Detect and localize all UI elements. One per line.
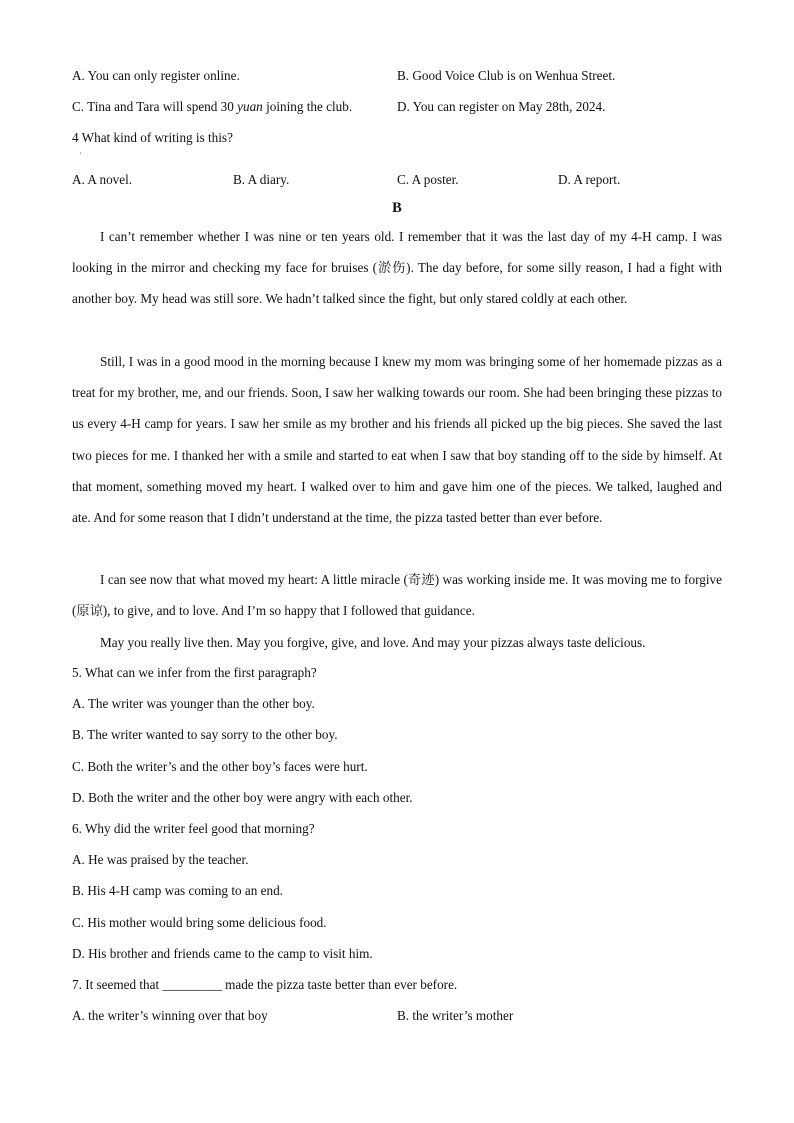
passage-paragraph-4	[72, 627, 722, 658]
q5-option-d: D. Both the writer and the other boy were angry with each other.	[72, 790, 413, 805]
section-b-heading: B	[392, 200, 402, 216]
q6-option-c: C. His mother would bring some delicious food.	[72, 915, 327, 930]
passage-paragraph-1-text: I can’t remember whether I was nine or ten years old. I remember that it was the last day of my 4-H camp. I was looking in the mirror and checking my face for bruises (淤伤). The day before, for some silly reason, I had a fight with another boy. My head was still sore. We hadn’t talked since the fight, but only stared coldly at each other.	[72, 229, 722, 307]
q3-option-c-pre: C. Tina and Tara will spend 30	[72, 99, 238, 114]
q3-option-a: A. You can only register online.	[72, 68, 240, 83]
q3-option-b: B. Good Voice Club is on Wenhua Street.	[397, 68, 616, 83]
q5-option-b: B. The writer wanted to say sorry to the other boy.	[72, 727, 338, 742]
passage-paragraph-1	[72, 221, 722, 315]
q5-option-a: A. The writer was younger than the other boy.	[72, 696, 315, 711]
q7-option-a: A. the writer’s winning over that boy	[72, 1008, 268, 1023]
q5-option-c: C. Both the writer’s and the other boy’s faces were hurt.	[72, 759, 368, 774]
q3-option-d: D. You can register on May 28th, 2024.	[397, 99, 606, 114]
q4-option-a: A. A novel.	[72, 172, 133, 187]
q4-option-d: D. A report.	[558, 172, 621, 187]
q6-stem: 6. Why did the writer feel good that morning?	[72, 821, 315, 836]
q7-option-b: B. the writer’s mother	[397, 1008, 514, 1023]
q6-option-d: D. His brother and friends came to the camp to visit him.	[72, 946, 373, 961]
q4-option-b: B. A diary.	[233, 172, 290, 187]
passage-paragraph-3	[72, 564, 722, 626]
q4-option-c: C. A poster.	[397, 172, 459, 187]
passage-paragraph-2-text: Still, I was in a good mood in the morning because I knew my mom was bringing some of her homemade pizzas as a treat for my brother, me, and our friends. Soon, I saw her walking towards our room. She had been bringing these pizzas to us every 4-H camp for years. I saw her smile as my brother and his friends all picked up the big pieces. She saved the last two pieces for me. I thanked her with a smile and started to eat when I saw that boy standing off to the side by himself. At that moment, something moved my heart. I walked over to him and gave him one of the pieces. We talked, laughed and ate. And for some reason that I didn’t understand at the time, the pizza tasted better than ever before.	[72, 354, 722, 526]
stray-mark: ·	[79, 149, 82, 158]
q3-option-c-post: joining the club.	[262, 99, 353, 114]
q7-stem: 7. It seemed that _________ made the pizza taste better than ever before.	[72, 977, 458, 992]
q6-option-b: B. His 4-H camp was coming to an end.	[72, 883, 283, 898]
q3-option-c-italic: yuan	[237, 99, 263, 114]
passage-paragraph-3-text: I can see now that what moved my heart: A little miracle (奇迹) was working inside me. It was moving me to forgive (原谅), to give, and to love. And I’m so happy that I followed that guidance.	[72, 572, 722, 619]
passage-paragraph-4-text: May you really live then. May you forgive, give, and love. And may your pizzas always taste delicious.	[100, 635, 646, 650]
q5-stem: 5. What can we infer from the first paragraph?	[72, 665, 317, 680]
q6-option-a: A. He was praised by the teacher.	[72, 852, 249, 867]
passage-paragraph-2	[72, 346, 722, 533]
q4-stem: 4 What kind of writing is this?	[72, 130, 233, 145]
q3-option-c	[72, 98, 352, 116]
